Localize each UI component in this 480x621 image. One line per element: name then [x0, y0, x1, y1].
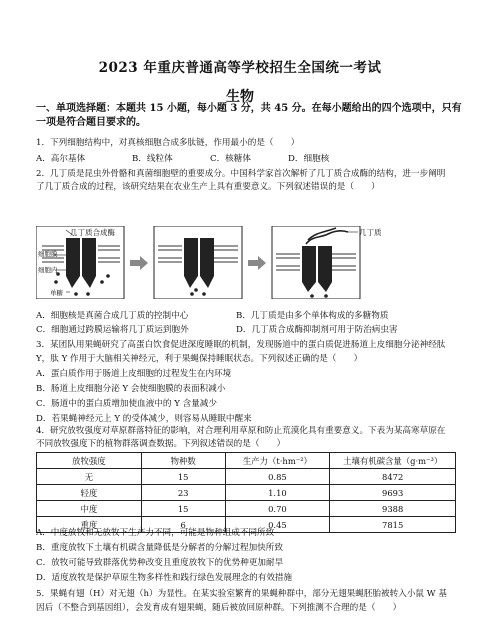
q3-stem-line2: Y，肽 Y 作用于大脑相关神经元，利于果蝇保持睡眠状态。下列叙述正确的是（ ）	[36, 354, 363, 364]
q1-option-b: B．线粒体	[132, 154, 173, 164]
q2-stem-line2: 了几丁质合成的过程，该研究结果在农业生产上具有重要意义。下列叙述错误的是（ ）	[36, 182, 380, 192]
table-cell: 中度	[37, 501, 142, 517]
table-cell: 轻度	[37, 485, 142, 501]
label-chitin-synthase: 几丁质合成酶	[70, 228, 115, 237]
q5-stem-line1: 5．果蝇有翅（H）对无翅（h）为显性。在某实验室繁育的果蝇种群中，部分无翅果蝇胚胎被转入小鼠 W 基	[36, 589, 447, 599]
table-cell: 无	[37, 469, 142, 485]
q4-stem-line2: 不同放牧强度下的植物群落调查数据。下列叙述错误的是（ ）	[36, 439, 286, 449]
q3-option-c: C．肠道中的蛋白质增加使血液中的 Y 含量减少	[36, 399, 217, 409]
table-cell: 0.45	[225, 517, 330, 533]
table-row	[37, 469, 456, 485]
table-header-cell: 土壤有机碳含量（g·m⁻³）	[330, 453, 456, 469]
section-heading-line1: 一、单项选择题：本题共 15 小题，每小题 3 分，共 45 分。在每小题给出的四个选项中，只有	[36, 103, 462, 114]
q2-option-b: B．几丁质是由多个单体构成的多糖物质	[236, 311, 389, 321]
table-header-cell: 物种数	[141, 453, 225, 469]
table-cell: 7815	[330, 517, 456, 533]
q2-option-c: C．细胞通过跨膜运输将几丁质运到胞外	[36, 325, 189, 335]
q4-option-c: C．放牧可能导致群落优势种改变且重度放牧下的优势种更加耐旱	[36, 558, 284, 568]
q4-option-b: B．重度放牧下土壤有机碳含量降低是分解者的分解过程加快所致	[36, 543, 283, 553]
q2-options-row2	[36, 323, 398, 335]
label-monosaccharide: 单糖	[50, 289, 63, 297]
q3-option-a: A．蛋白质作用于肠道上皮细胞的过程发生在内环境	[36, 369, 232, 379]
exam-subject: 生物	[226, 89, 254, 105]
table-cell: 9388	[330, 501, 456, 517]
label-cell-membrane: 细胞膜	[38, 250, 58, 258]
table-cell: 重度	[37, 517, 142, 533]
q3-stem-line1: 3．某团队用果蝇研究了高蛋白饮食促进深度睡眠的机制，发现肠道中的蛋白质促进肠道上皮细胞分泌神经肽	[36, 340, 446, 350]
table-row	[37, 501, 456, 517]
chitin-synthesis-figure	[36, 226, 386, 299]
table-row	[37, 485, 456, 501]
arrow-icon	[248, 256, 266, 270]
table-cell: 0.85	[225, 469, 330, 485]
figure-panel-3	[272, 226, 360, 299]
table-cell: 6	[141, 517, 225, 533]
q2-option-d: D．几丁质合成酶抑制剂可用于防治病虫害	[236, 325, 398, 335]
q2-options-row1	[36, 309, 388, 321]
q3-option-b: B．肠道上皮细胞分泌 Y 会使细胞膜的表面积减小	[36, 384, 226, 394]
arrow-icon	[130, 256, 148, 270]
exam-title: 2023 年重庆普通高等学校招生全国统一考试	[98, 60, 382, 76]
q5-stem-line2: 因后（不整合到基因组），会发育成有翅果蝇，随后被放回原种群。下列推测不合理的是（ ）	[36, 603, 402, 613]
q4-option-d: D．适度放牧是保护草原生物多样性和践行绿色发展理念的有效措施	[36, 573, 293, 583]
table-cell: 9693	[330, 485, 456, 501]
label-cell-interior: 细胞内	[38, 266, 58, 274]
table-cell: 8472	[330, 469, 456, 485]
table-header-row	[37, 453, 456, 469]
section-heading-line2: 一项是符合题目要求的。	[36, 117, 146, 128]
table-cell: 15	[141, 469, 225, 485]
q1-option-c: C．核糖体	[210, 154, 251, 164]
table-cell: 0.70	[225, 501, 330, 517]
q2-stem-line1: 2．几丁质是昆虫外骨骼和真菌细胞壁的重要成分。中国科学家首次解析了几丁质合成酶的结构，进一步阐明	[36, 169, 446, 179]
q4-option-a: A．中度放牧和无放牧下生产力不同，可能是物种组成不同所致	[36, 528, 275, 538]
table-cell: 1.10	[225, 485, 330, 501]
grazing-data-table	[36, 452, 456, 533]
label-chitin: 几丁质	[359, 228, 382, 237]
q2-option-a: A．细胞核是真菌合成几丁质的控制中心	[36, 311, 189, 321]
q1-option-a: A．高尔基体	[36, 154, 86, 164]
table-cell: 15	[141, 501, 225, 517]
q3-option-d: D．若果蝇神经元上 Y 的受体减少，则容易从睡眠中醒来	[36, 414, 252, 424]
q1-option-d: D．细胞核	[288, 154, 330, 164]
q4-stem-line1: 4．研究放牧强度对草原群落特征的影响，对合理利用草原和防止荒漠化具有重要意义。下表为某高寒草原在	[36, 426, 446, 436]
table-header-cell: 生产力（t·hm⁻²）	[225, 453, 330, 469]
q1-options	[36, 152, 368, 164]
table-cell: 23	[141, 485, 225, 501]
q1-stem: 1．下列细胞结构中，对真核细胞合成多肽链，作用最小的是（ ）	[36, 138, 300, 148]
table-header-cell: 放牧强度	[37, 453, 142, 469]
figure-panel-2	[154, 226, 242, 299]
